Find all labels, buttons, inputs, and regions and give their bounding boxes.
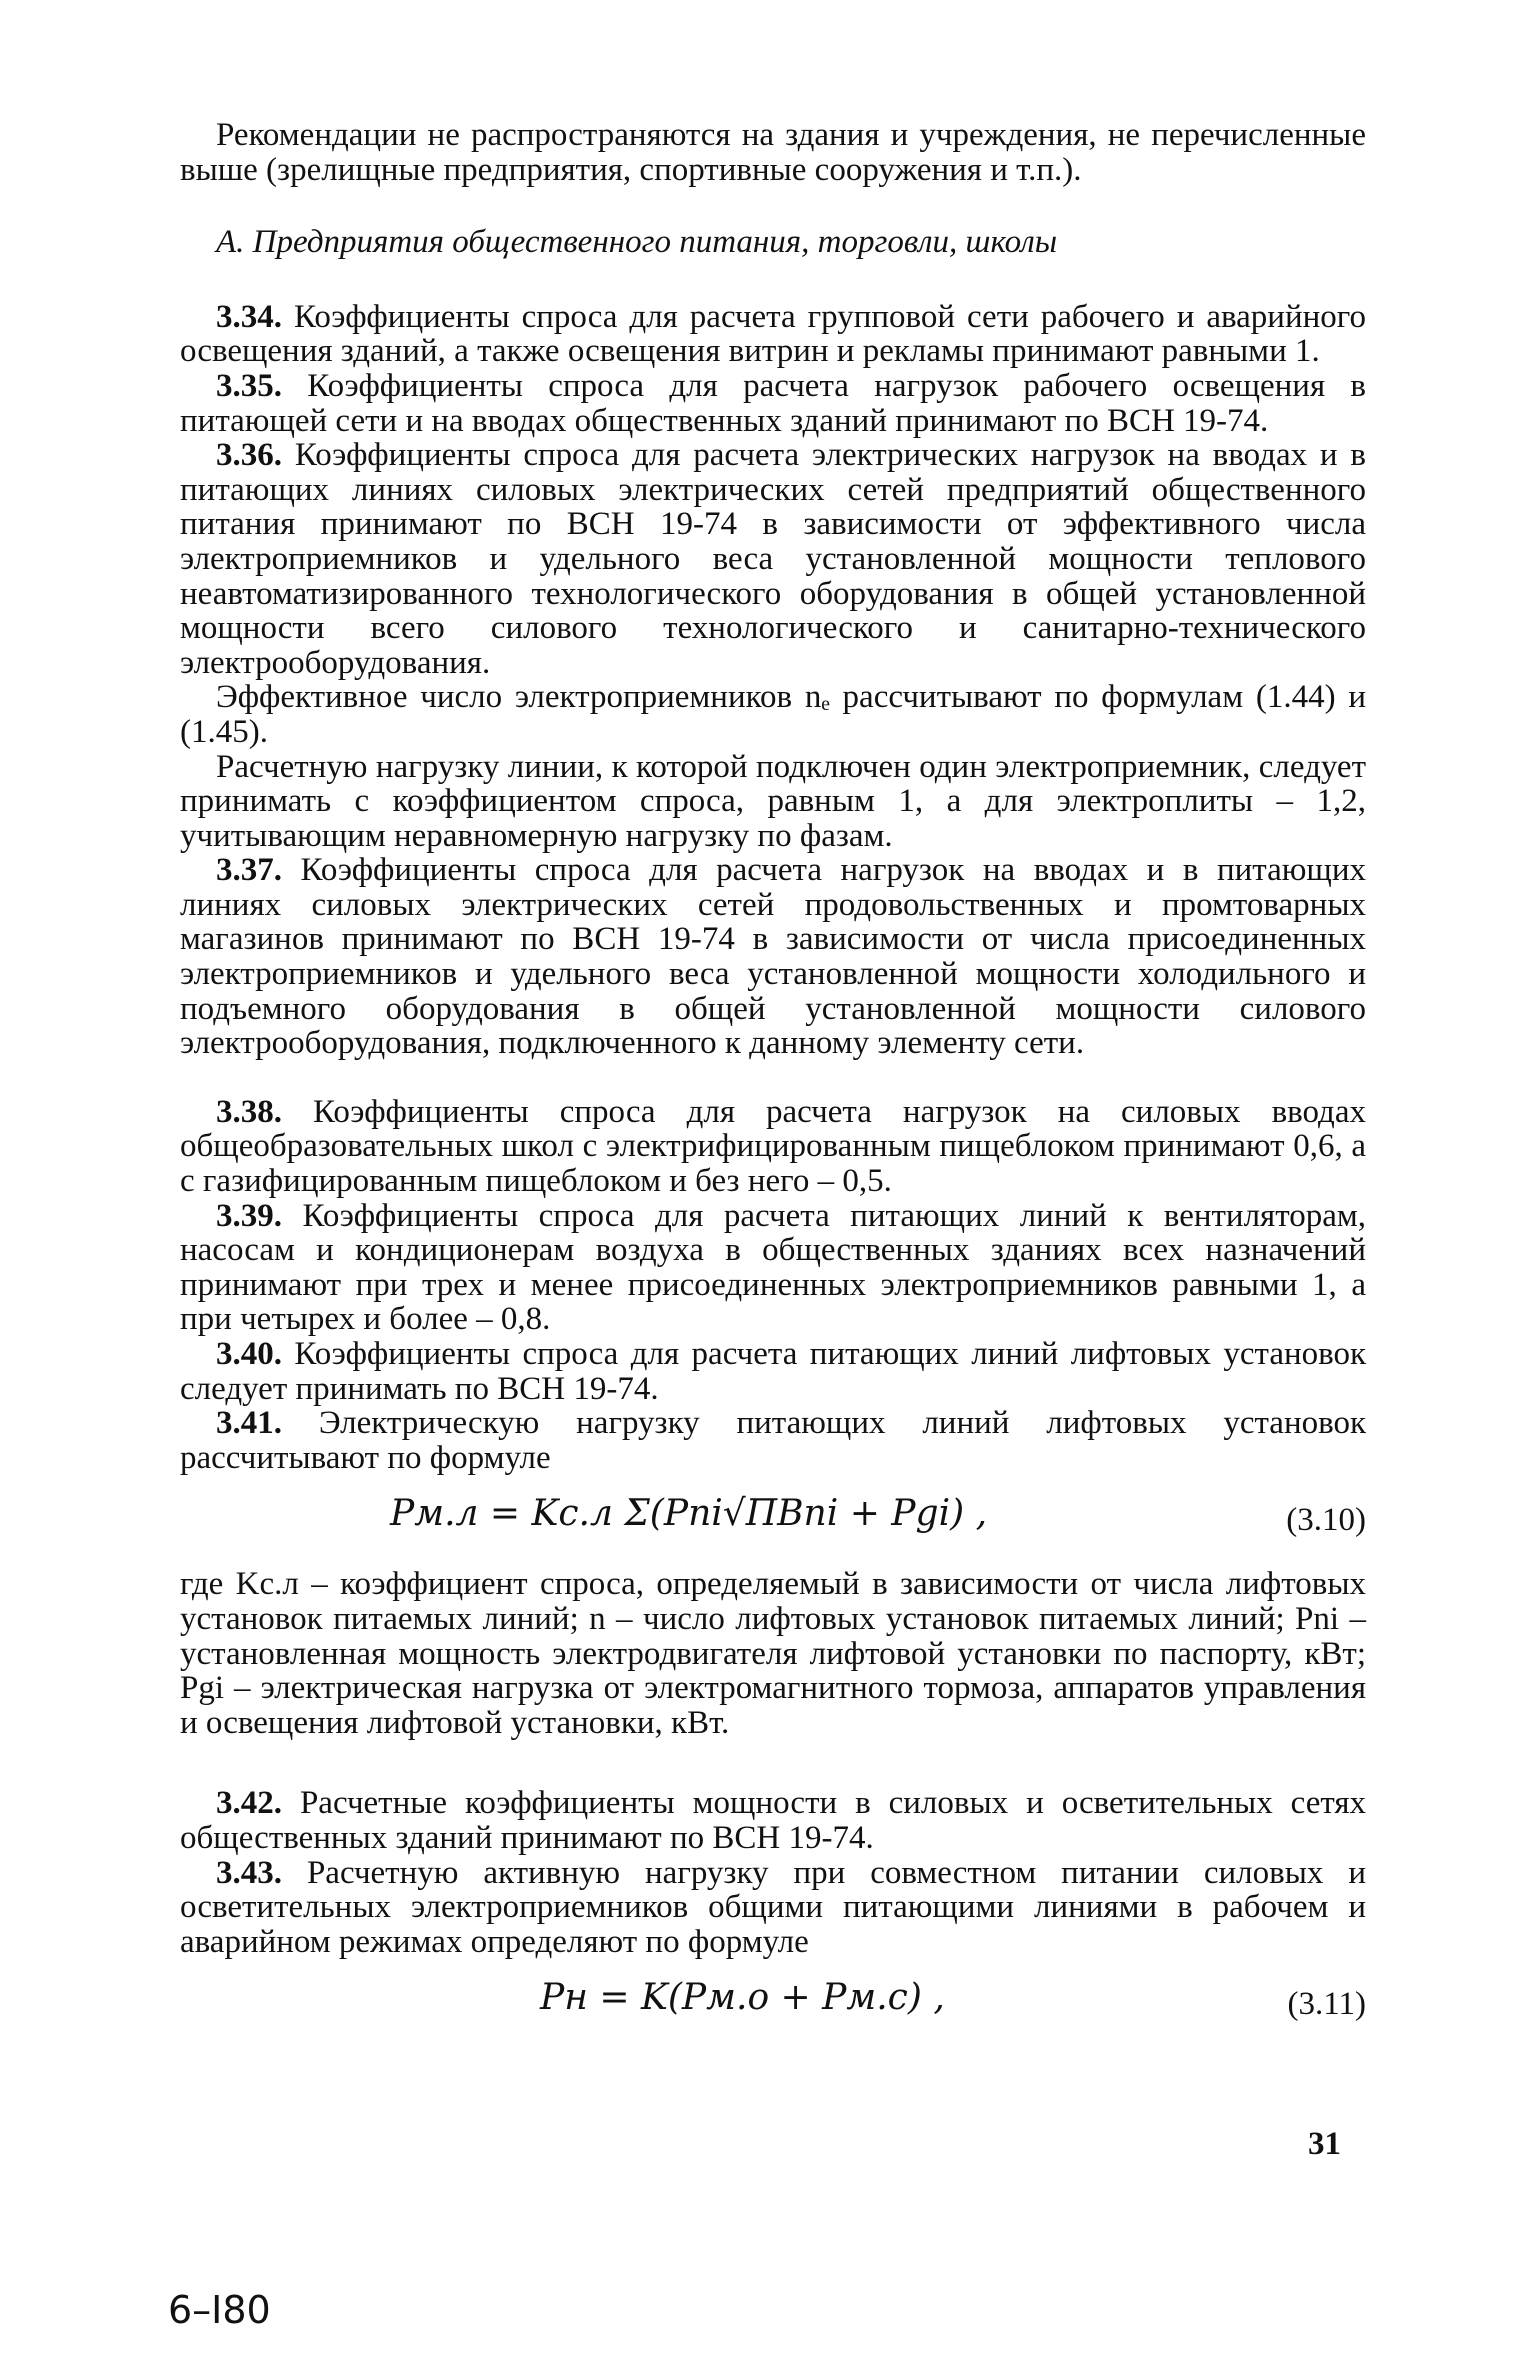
signature-code: 6–I80 — [168, 2288, 271, 2332]
paragraph-text: Электрическую нагрузку питающих линий лифтовых установок рассчитывают по формуле — [180, 1405, 1366, 1476]
paragraph-number: 3.42. — [216, 1785, 282, 1822]
paragraph-3-36-effective-number: Эффективное число электроприемников nₑ рассчитывают по формулам (1.44) и (1.45). — [180, 679, 1366, 750]
formula-number: (3.11) — [1287, 1986, 1366, 2023]
paragraph-text: Коэффициенты спроса для расчета групповой сети рабочего и аварийного освещения зданий, а также освещения витрин и рекламы принимают равными 1. — [180, 298, 1367, 370]
paragraph-3-35 — [180, 369, 1366, 438]
paragraph-number: 3.35. — [216, 367, 282, 404]
document-body — [180, 118, 1366, 2051]
paragraph-3-37 — [180, 853, 1366, 1061]
paragraph-number: 3.38. — [216, 1093, 282, 1130]
formula-3-10-row — [180, 1487, 1366, 1557]
page-number: 31 — [1308, 2126, 1341, 2162]
paragraph-3-36 — [180, 438, 1366, 680]
paragraph-text: Расчетную активную нагрузку при совместном питании силовых и осветительных электроприемников общими питающими линиями в рабочем и аварийном режимах определяют по формуле — [180, 1854, 1367, 1960]
intro-paragraph: Рекомендации не распространяются на здания и учреждения, не перечисленные выше (зрелищные предприятия, спортивные сооружения и т.п.). — [180, 117, 1366, 188]
formula-3-11: Pн = K(Pм.о + Pм.с) , — [540, 1977, 945, 2019]
paragraph-text: Коэффициенты спроса для расчета нагрузок на вводах и в питающих линиях силовых электрических сетей продовольственных и промтоварных магазинов принимают по ВСН 19-74 в зависимости от числа присоединенных электроприемников и удельного веса установленной мощности холодильного и подъемного оборудования в общей установленной мощности силового электрооборудования, подключенного к данному элементу сети. — [180, 852, 1366, 1062]
formula-number: (3.10) — [1286, 1502, 1366, 1539]
paragraph-3-42 — [180, 1786, 1366, 1855]
paragraph-number: 3.41. — [216, 1405, 282, 1442]
paragraph-text: Коэффициенты спроса для расчета нагрузок на силовых вводах общеобразовательных школ с электрифицированным пищеблоком принимают 0,6, а с газифицированным пищеблоком и без него – 0,5. — [180, 1093, 1366, 1200]
paragraph-3-40 — [180, 1337, 1366, 1406]
paragraph-number: 3.40. — [216, 1336, 282, 1372]
formula-3-10: Pм.л = Kс.л Σ(Pni√ПВni + Pgi) , — [390, 1493, 988, 1535]
paragraph-number: 3.37. — [216, 852, 282, 889]
paragraph-number: 3.39. — [216, 1197, 282, 1234]
paragraph-text: Коэффициенты спроса для расчета нагрузок рабочего освещения в питающей сети и на вводах общественных зданий принимают по ВСН 19-74. — [180, 367, 1366, 439]
formula-3-11-row — [180, 1971, 1366, 2041]
paragraph-text: Коэффициенты спроса для расчета питающих линий к вентиляторам, насосам и кондиционерам воздуха в общественных зданиях всех назначений принимают при трех и менее присоединенных электроприемников равными 1, а при четырех и более – 0,8. — [180, 1197, 1366, 1338]
paragraph-3-36-single-load: Расчетную нагрузку линии, к которой подключен один электроприемник, следует принимать с коэффициентом спроса, равным 1, а для электроплиты – 1,2, учитывающим неравномерную нагрузку по фазам. — [180, 748, 1366, 854]
paragraph-number: 3.36. — [216, 437, 282, 474]
formula-3-10-legend: где Kс.л – коэффициент спроса, определяемый в зависимости от числа лифтовых установок питаемых линий; n – число лифтовых установок питаемых линий; Pni – установленная мощность электродвигателя лифтовой установки по паспорту, кВт; Pgi – электрическая нагрузка от электромагнитного тормоза, аппаратов управления и освещения лифтовой установки, кВт. — [180, 1566, 1366, 1741]
paragraph-text: Коэффициенты спроса для расчета питающих линий лифтовых установок следует принимать по ВСН 19-74. — [180, 1336, 1367, 1407]
paragraph-3-34 — [180, 300, 1366, 369]
paragraph-text: Коэффициенты спроса для расчета электрических нагрузок на вводах и в питающих линиях силовых электрических сетей предприятий общественного питания принимают по ВСН 19-74 в зависимости от эффективного числа электроприемников и удельного веса установленной мощности теплового неавтоматизированного технологического оборудования в общей установленной мощности всего силового технологического и санитарно-технического электрооборудования. — [180, 437, 1366, 681]
paragraph-number: 3.34. — [216, 298, 282, 335]
paragraph-3-38 — [180, 1095, 1366, 1199]
paragraph-3-41 — [180, 1406, 1366, 1475]
paragraph-3-39 — [180, 1199, 1366, 1337]
paragraph-number: 3.43. — [216, 1854, 282, 1891]
paragraph-3-43 — [180, 1856, 1366, 1960]
section-title: А. Предприятия общественного питания, торговли, школы — [216, 224, 1058, 261]
paragraph-text: Расчетные коэффициенты мощности в силовых и осветительных сетях общественных зданий принимают по ВСН 19-74. — [180, 1785, 1367, 1856]
